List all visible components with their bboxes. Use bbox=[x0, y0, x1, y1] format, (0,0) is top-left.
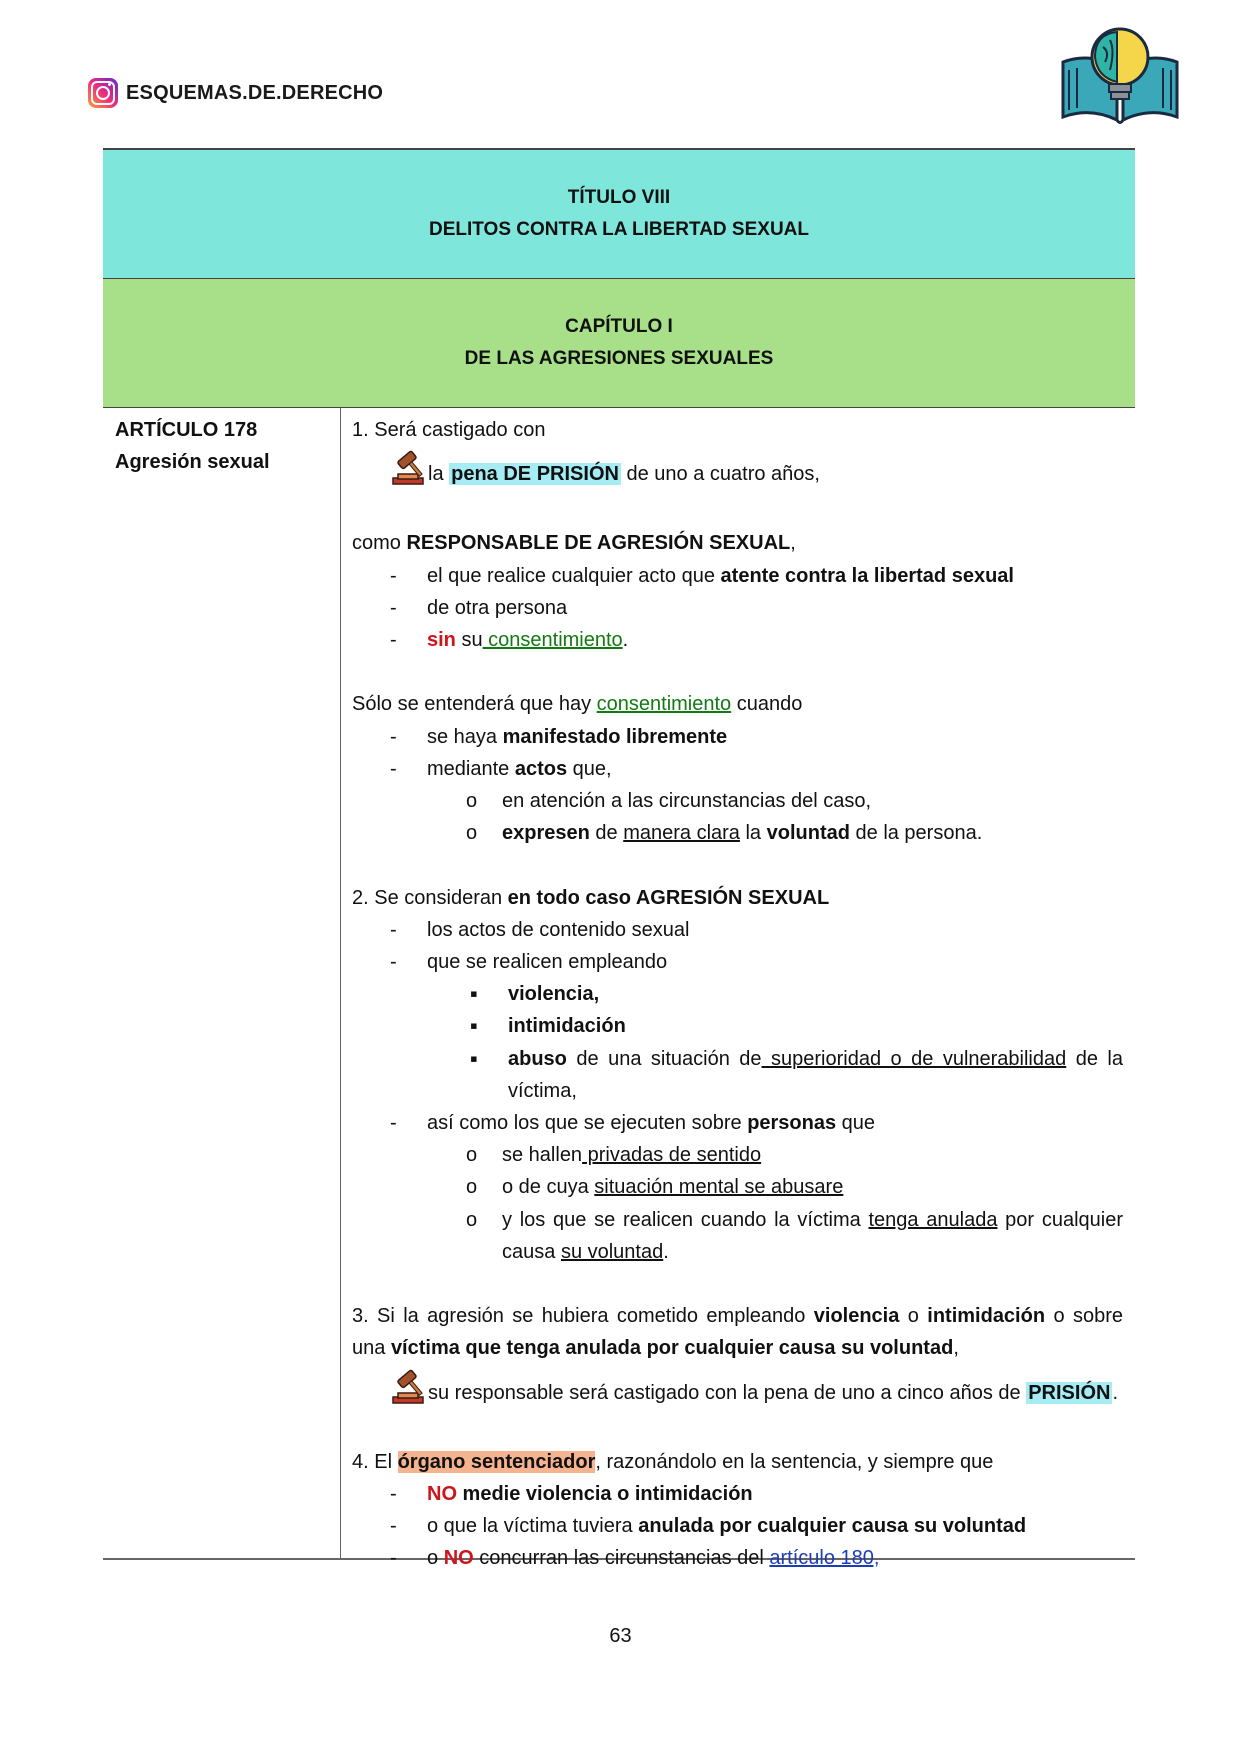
bold-text: anulada por cualquier causa su voluntad bbox=[638, 1515, 1027, 1538]
green-text: consentimiento bbox=[596, 693, 732, 716]
text: se hallen bbox=[502, 1144, 583, 1167]
lightbulb-book-brain-logo bbox=[1055, 22, 1185, 132]
text: de bbox=[589, 822, 624, 845]
prision-highlight: PRISIÓN bbox=[1028, 1381, 1111, 1404]
text: el que realice cualquier acto que bbox=[427, 564, 721, 587]
sub-list-item bbox=[352, 817, 1123, 849]
list-item bbox=[352, 1510, 1123, 1542]
text: su bbox=[455, 629, 483, 651]
text: la bbox=[739, 822, 767, 845]
penalty-line bbox=[352, 448, 1123, 495]
bold-text: manifestado libremente bbox=[502, 725, 728, 748]
article-180-link[interactable]: artículo 180, bbox=[769, 1547, 880, 1570]
underlined-text: privadas de sentido bbox=[582, 1144, 762, 1167]
brand bbox=[88, 78, 383, 108]
text: o bbox=[427, 1547, 444, 1570]
text: , razonándolo en la sentencia, y siempre que bbox=[595, 1450, 994, 1473]
list-item bbox=[352, 753, 1123, 785]
text: mediante bbox=[427, 757, 515, 780]
sub-list-item: o en atención a las circunstancias del caso, bbox=[352, 785, 1123, 817]
paragraph bbox=[352, 1300, 1123, 1364]
text: que, bbox=[567, 757, 612, 780]
list-item: - los actos de contenido sexual bbox=[352, 914, 1123, 946]
text: de la víctima, bbox=[508, 1047, 1123, 1102]
text: . bbox=[1112, 1381, 1119, 1404]
bold-text: violencia bbox=[813, 1305, 900, 1328]
sub-list-item bbox=[352, 1139, 1123, 1171]
text: su responsable será castigado con la pena de uno a cinco años de bbox=[428, 1381, 1027, 1404]
text: la bbox=[428, 463, 450, 486]
text: o bbox=[899, 1305, 928, 1328]
bold-text: personas bbox=[747, 1112, 837, 1135]
list-item bbox=[352, 721, 1123, 753]
text: y los que se realicen cuando la víctima bbox=[502, 1208, 869, 1231]
bold-text: actos bbox=[514, 757, 568, 780]
bold-text: voluntad bbox=[766, 822, 850, 845]
underlined-text: tenga anulada bbox=[868, 1208, 998, 1231]
text: así como los que se ejecuten sobre bbox=[427, 1112, 748, 1135]
text: 2. Se consideran bbox=[352, 886, 508, 909]
text: 3. Si la agresión se hubiera cometido empleando bbox=[352, 1305, 814, 1328]
text: , bbox=[790, 532, 796, 555]
sub-list-item bbox=[352, 978, 1123, 1010]
bold-text: intimidación bbox=[927, 1305, 1046, 1328]
list-item bbox=[352, 1478, 1123, 1510]
paragraph: 1. Será castigado con bbox=[352, 419, 546, 441]
underlined-text: manera clara bbox=[623, 822, 740, 845]
instagram-icon bbox=[88, 78, 118, 108]
bold-text: RESPONSABLE DE AGRESIÓN SEXUAL bbox=[406, 532, 791, 555]
sub-list-item bbox=[352, 1043, 1123, 1107]
title-header bbox=[103, 148, 1135, 278]
text: de la persona. bbox=[849, 822, 983, 845]
gavel-icon bbox=[390, 1367, 428, 1407]
penalty-line bbox=[352, 1367, 1123, 1414]
page-number: 63 bbox=[609, 1625, 632, 1647]
paragraph bbox=[352, 688, 1123, 720]
red-text: sin bbox=[427, 629, 456, 651]
title-line1: TÍTULO VIII bbox=[567, 187, 671, 208]
text: o que la víctima tuviera bbox=[427, 1515, 639, 1538]
bold-text: abuso bbox=[508, 1047, 567, 1070]
bold-text: intimidación bbox=[508, 1015, 626, 1038]
chapter-line2: DE LAS AGRESIONES SEXUALES bbox=[464, 348, 774, 369]
brand-name: ESQUEMAS.DE.DERECHO bbox=[126, 81, 384, 104]
bold-text: víctima que tenga anulada por cualquier causa su voluntad bbox=[390, 1337, 954, 1360]
bold-text: medie violencia o intimidación bbox=[457, 1483, 753, 1506]
sub-list-item bbox=[352, 1204, 1123, 1268]
text: . bbox=[663, 1240, 669, 1263]
bold-text: expresen bbox=[502, 822, 590, 845]
text: cuando bbox=[731, 693, 803, 716]
text: se haya bbox=[427, 725, 503, 748]
red-text: NO bbox=[443, 1547, 474, 1570]
pena-highlight: pena DE PRISIÓN bbox=[451, 463, 619, 486]
list-item bbox=[352, 624, 1123, 656]
gavel-icon bbox=[390, 448, 428, 488]
text: Sólo se entenderá que hay bbox=[352, 693, 597, 716]
text: concurran las circunstancias del bbox=[473, 1547, 770, 1570]
text: por cualquier causa bbox=[502, 1208, 1123, 1263]
list-item: - que se realicen empleando bbox=[352, 946, 1123, 978]
underlined-text: su voluntad bbox=[560, 1240, 664, 1263]
article-text bbox=[341, 408, 1135, 1570]
article-table bbox=[103, 148, 1135, 1570]
text: 4. El bbox=[352, 1450, 398, 1473]
underlined-text: superioridad o de vulnerabilidad bbox=[761, 1047, 1067, 1070]
bold-text: en todo caso AGRESIÓN SEXUAL bbox=[507, 886, 830, 909]
sub-list-item bbox=[352, 1171, 1123, 1203]
text: de una situación de bbox=[566, 1047, 762, 1070]
list-item: - de otra persona bbox=[352, 592, 1123, 624]
paragraph bbox=[352, 1446, 1123, 1478]
list-item bbox=[352, 1542, 1123, 1574]
list-item bbox=[352, 560, 1123, 592]
sub-list-item bbox=[352, 1010, 1123, 1042]
text: o de cuya bbox=[502, 1176, 595, 1199]
article-heading bbox=[103, 408, 341, 1558]
chapter-line1: CAPÍTULO I bbox=[565, 316, 673, 337]
bold-text: violencia, bbox=[508, 983, 600, 1006]
list-item bbox=[352, 1107, 1123, 1139]
title-line2: DELITOS CONTRA LA LIBERTAD SEXUAL bbox=[429, 219, 809, 240]
text: o sobre una bbox=[352, 1305, 1123, 1360]
green-text: consentimiento bbox=[482, 629, 623, 651]
text: que bbox=[836, 1112, 876, 1135]
bold-text: atente contra la libertad sexual bbox=[720, 564, 1014, 587]
red-text: NO bbox=[427, 1483, 457, 1506]
text: . bbox=[622, 629, 629, 651]
text: , bbox=[953, 1337, 959, 1360]
organo-highlight: órgano sentenciador bbox=[397, 1450, 596, 1473]
underlined-text: situación mental se abusare bbox=[594, 1176, 844, 1199]
article-name: Agresión sexual bbox=[115, 451, 270, 473]
chapter-header bbox=[103, 278, 1135, 408]
paragraph bbox=[352, 527, 1123, 559]
text: de uno a cuatro años, bbox=[620, 463, 820, 486]
article-row bbox=[103, 408, 1135, 1570]
paragraph bbox=[352, 882, 1123, 914]
article-number: ARTÍCULO 178 bbox=[115, 419, 258, 441]
text: como bbox=[352, 532, 407, 555]
